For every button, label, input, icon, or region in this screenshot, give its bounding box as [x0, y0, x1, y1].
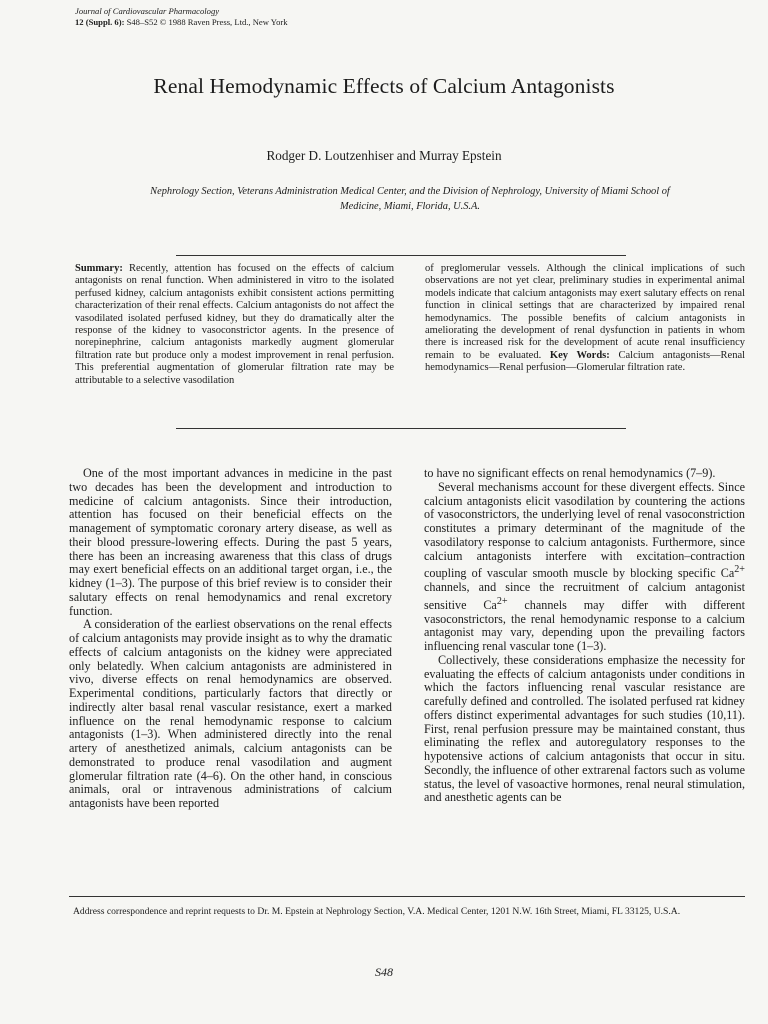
- body-left-column: [69, 467, 392, 811]
- correspondence-footnote: Address correspondence and reprint requests to Dr. M. Epstein at Nephrology Section, V.A. Medical Center, 1201 N.W. 16th Street, Miami, FL 33125, U.S.A.: [73, 906, 681, 917]
- keywords-text: Calcium antagonists—Renal hemodynamics—Renal perfusion—Glomerular filtration rate.: [425, 349, 746, 374]
- superscript-charge: 2+: [734, 564, 745, 576]
- summary-top-rule: [176, 255, 626, 256]
- keywords-label: Key Words:: [549, 349, 610, 361]
- summary-left-text: Recently, attention has focused on the effects of calcium antagonists on renal function. When administered in vitro to the isolated perfused kidney, calcium antagonists exhibit consistent actions permitting characterization of their renal effects. Calcium antagonists do not affect the vasodilated isolated perfused kidney, but they do dramatically alter the response of the kidney to vasoconstrictor agents. In the presence of norepinephrine, calcium antagonists markedly augment glomerular filtration rate but produce only a modest improvement in renal perfusion. This preferential augmentation of glomerular filtration rate may be attributable to a selective vasodilation: [75, 263, 394, 386]
- body-paragraph: One of the most important advances in medicine in the past two decades has been the development and introduction to medicine of calcium antagonists. Since their introduction, attention has focused on their beneficial effects on the management of symptomatic coronary artery disease, as well as their blood pressure-lowering effects. During the past 5 years, there has been an increasing awareness that this class of drugs may exert beneficial effects on an additional target organ, i.e., the kidney (1–3). The purpose of this brief review is to consider their salutary effects on renal hemodynamics and renal excretory function.: [69, 466, 392, 618]
- body-paragraph: to have no significant effects on renal hemodynamics (7–9).: [424, 466, 716, 480]
- summary-label: Summary:: [75, 263, 123, 274]
- summary-right-column: [425, 263, 745, 375]
- summary-bottom-rule: [176, 428, 626, 429]
- affiliation-line-2: Medicine, Miami, Florida, U.S.A.: [340, 201, 480, 212]
- journal-header: [75, 6, 288, 28]
- summary-left-column: [75, 263, 394, 387]
- journal-volume: 12 (Suppl. 6):: [75, 17, 125, 27]
- journal-citation: S48–S52 © 1988 Raven Press, Ltd., New York: [126, 17, 288, 27]
- page-number: S48: [375, 965, 393, 979]
- body-paragraph: Several mechanisms account for these divergent effects. Since calcium antagonists elicit vasodilation by countering the actions of vasoconstrictors, the underlying level of renal vasoconstriction constitutes a primary determinant of the magnitude of the vasodilatory response to calcium antagonists. Furthermore, since calcium antagonists interfere with excitation–contraction coupling of vascular smooth muscle by blocking specific $Ca^{2+}$ channels, and since the recruitment of calcium antagonist sensitive $Ca^{2+}$ channels may differ with different vasoconstrictors, the renal hemodynamic response to a calcium antagonist may vary, depending upon the prevailing factors influencing renal vascular tone (1–3).: [424, 479, 746, 654]
- body-paragraph: A consideration of the earliest observations on the renal effects of calcium antagonists may provide insight as to why the dramatic effects of calcium antagonists on the kidney were appreciated only belatedly. When calcium antagonists are administered in vivo, diverse effects on renal hemodynamics are observed. Experimental conditions, particularly factors that directly or indirectly alter basal renal vascular resistance, exert a marked influence on the renal hemodynamic response to calcium antagonists (1–3). When administered directly into the renal artery of anesthetized animals, calcium antagonists can be demonstrated to produce renal vasodilation and augment glomerular filtration rate (4–6). On the other hand, in conscious animals, oral or intravenous administrations of calcium antagonists have been reported: [69, 617, 392, 810]
- author-affiliation: [70, 184, 750, 214]
- article-authors: Rodger D. Loutzenhiser and Murray Epstein: [266, 148, 502, 163]
- footnote-rule: [69, 896, 745, 897]
- summary-right-text: of preglomerular vessels. Although the clinical implications of such observations are not yet clear, preliminary studies in experimental animal models indicate that calcium antagonists may exert salutary effects on renal function in clinical settings that are characterized by impaired renal hemodynamics. The possible benefits of calcium antagonists in ameliorating the development of renal dysfunction in patients in whom there is increased risk for the development of acute renal insufficiency remain to be evaluated.: [425, 263, 745, 361]
- article-title: Renal Hemodynamic Effects of Calcium Antagonists: [153, 74, 615, 98]
- journal-name: Journal of Cardiovascular Pharmacology: [75, 6, 220, 16]
- affiliation-line-1: Nephrology Section, Veterans Administration Medical Center, and the Division of Nephrology, University of Miami School of: [150, 186, 670, 197]
- body-paragraph: Collectively, these considerations emphasize the necessity for evaluating the effects of calcium antagonists under conditions in which the factors influencing renal vascular resistance are carefully defined and controlled. The isolated perfused rat kidney offers distinct experimental advantages for such studies (10,11). First, renal perfusion pressure may be maintained constant, thus eliminating the reflex and autoregulatory responses to the hypotensive actions of calcium antagonists that occur in situ. Secondly, the influence of other extrarenal factors such as volume status, the level of vasoactive hormones, renal neural stimulation, and anesthetic agents can be: [424, 652, 745, 805]
- superscript-charge: 2+: [496, 595, 508, 607]
- body-right-column: [424, 467, 745, 805]
